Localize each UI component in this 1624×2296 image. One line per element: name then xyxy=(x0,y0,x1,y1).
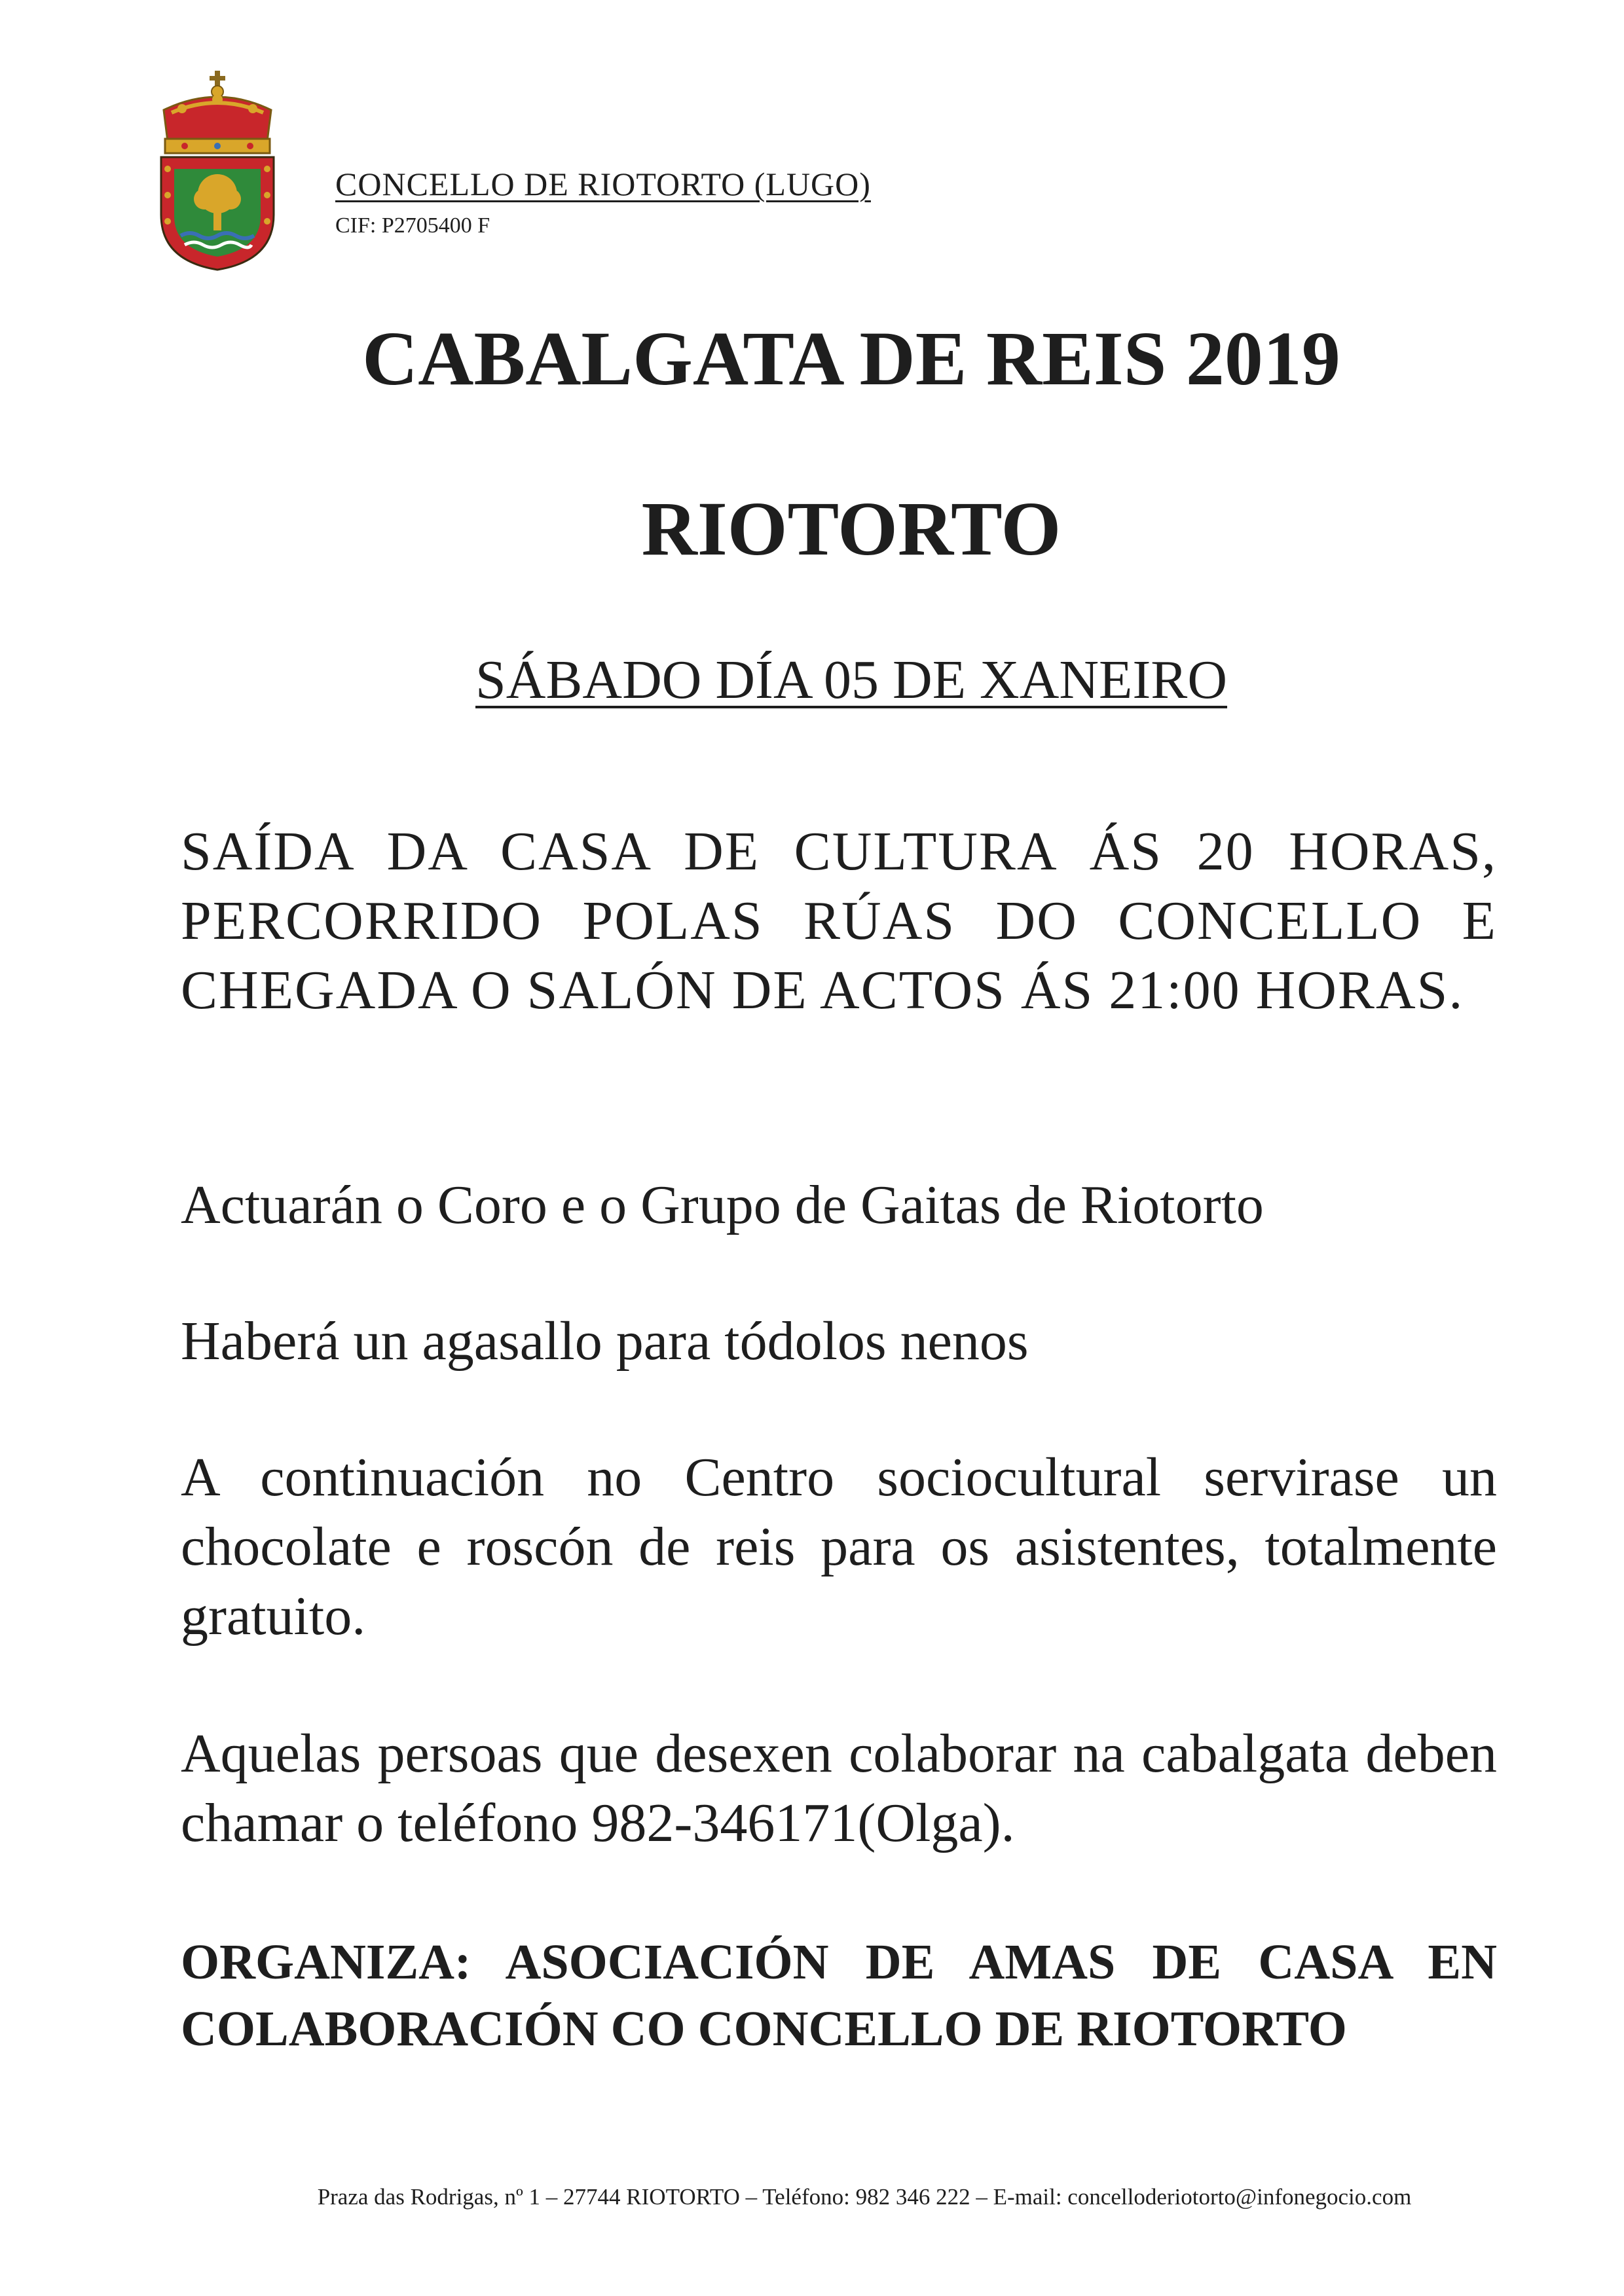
organizer-paragraph: ORGANIZA: ASOCIACIÓN DE AMAS DE CASA EN COLABORACIÓN CO CONCELLO DE RIOTORTO xyxy=(181,1935,1497,2056)
gift-paragraph: Haberá un agasallo para tódolos nenos xyxy=(181,1311,1029,1372)
chocolate-paragraph: A continuación no Centro sociocultural servirase un chocolate e roscón de reis para os asistentes, totalmente gratuito. xyxy=(181,1447,1497,1647)
event-date: SÁBADO DÍA 05 DE XANEIRO xyxy=(475,649,1227,710)
municipal-coat-of-arms-icon xyxy=(152,71,283,272)
event-location: RIOTORTO xyxy=(641,486,1061,572)
council-name: CONCELLO DE RIOTORTO (LUGO) xyxy=(335,166,871,202)
collaboration-paragraph: Aquelas persoas que desexen colaborar na cabalgata deben chamar o teléfono 982-346171(Olga). xyxy=(181,1723,1497,1853)
event-title: CABALGATA DE REIS 2019 xyxy=(362,316,1340,401)
route-paragraph: SAÍDA DA CASA DE CULTURA ÁS 20 HORAS, PERCORRIDO POLAS RÚAS DO CONCELLO E CHEGADA O SALÓN DE ACTOS ÁS 21:00 HORAS. xyxy=(181,821,1497,1021)
performers-paragraph: Actuarán o Coro e o Grupo de Gaitas de Riotorto xyxy=(181,1175,1264,1235)
council-cif: CIF: P2705400 F xyxy=(335,213,490,238)
footer-contact: Praza das Rodrigas, nº 1 – 27744 RIOTORTO – Teléfono: 982 346 222 – E-mail: concelloderiotorto@infonegocio.com xyxy=(317,2184,1412,2210)
